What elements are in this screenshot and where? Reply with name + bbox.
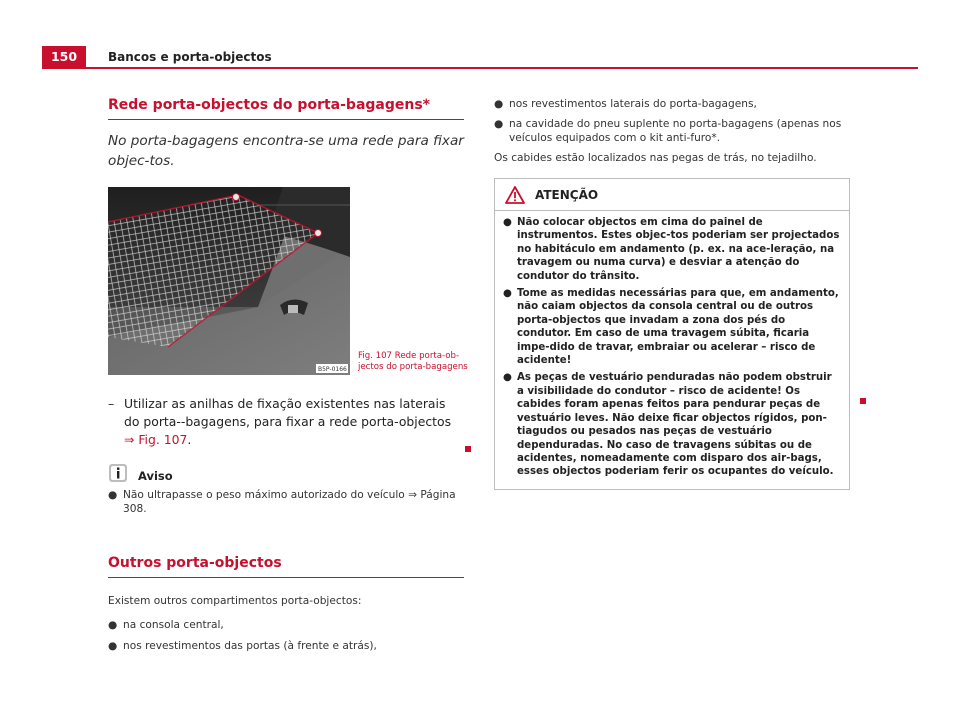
section-title-luggage-net: Rede porta-objectos do porta-bagagens*	[108, 97, 464, 120]
note-title: Aviso	[138, 469, 173, 483]
note-end-mark	[465, 446, 471, 452]
warning-end-mark	[860, 398, 866, 404]
luggage-net-photo	[108, 187, 350, 375]
bullet-dot: ●	[503, 372, 512, 384]
list-item	[108, 618, 464, 632]
bullet-dot: ●	[503, 217, 512, 228]
warning-title: ATENÇÃO	[535, 187, 599, 202]
bullet-dot: ●	[494, 118, 504, 130]
warning-triangle-icon	[505, 186, 525, 204]
list-item-text: na cavidade do pneu suplente no porta-bagagens (apenas nos veículos equipados com o kit anti-furo*.	[509, 118, 842, 144]
list-item	[494, 117, 850, 145]
list-item-text: nos revestimentos das portas (à frente e atrás),	[123, 640, 377, 652]
bullet-dot: ●	[503, 288, 512, 300]
warning-item-text: Tome as medidas necessárias para que, em andamento, não caiam objectos da consola central ou de outros porta-objectos que invadam a zona dos pés do condutor. Em caso de uma travagem súbita, ficaria impe-dido de travar, embraiar ou acelerar – risco de acidente!	[517, 288, 839, 367]
step-end: .	[187, 432, 192, 447]
figure-code: B5P-0166	[318, 366, 347, 373]
fig-107-link[interactable]: ⇒ Fig. 107	[124, 432, 188, 447]
warning-item	[503, 287, 841, 367]
right-column	[494, 97, 850, 490]
step-instruction	[108, 395, 464, 449]
info-note-icon	[108, 463, 128, 483]
warning-header	[495, 179, 849, 211]
warning-item-text: As peças de vestuário penduradas não podem obstruir a visibilidade do condutor – risco de acidente! Os cabides foram apenas feitos para pendurar peças de vestuário leves. Não deixe ficar objectos rígidos, pon-tiagudos ou pesados nas peças de vestuário dependuradas. No caso de travagens súbitas ou de acidentes, nomeadamente com disparo dos air-bags, esses objectos poderiam ferir os ocupantes do veículo.	[517, 372, 834, 478]
hangers-paragraph: Os cabides estão localizados nas pegas de trás, no tejadilho.	[494, 152, 817, 164]
section2-intro: Existem outros compartimentos porta-objectos:	[108, 595, 362, 607]
step-dash: –	[108, 396, 115, 411]
section-intro: No porta-bagagens encontra-se uma rede para fixar objec-tos.	[108, 133, 464, 169]
figure-caption: Fig. 107 Rede porta-ob-jectos do porta-bagagens	[358, 351, 468, 372]
warning-body	[495, 211, 849, 489]
figure-107	[108, 187, 468, 377]
step-text: Utilizar as anilhas de fixação existentes nas laterais do porta--bagagens, para fixar a rede porta-objectos	[124, 396, 452, 429]
bullet-dot: ●	[108, 619, 118, 631]
header-rule	[42, 67, 918, 69]
warning-item-text: Não colocar objectos em cima do painel de instrumentos. Estes objec-tos poderiam ser projectados no habitáculo em andamento (p. ex. na ace-leração, na travagem ou numa curva) e desviar a atenção do condutor do trânsito.	[517, 217, 840, 282]
bullet-dot: ●	[108, 640, 118, 652]
warning-item	[503, 371, 841, 478]
left-column	[108, 97, 468, 660]
note-item-text: Não ultrapasse o peso máximo autorizado do veículo ⇒ Página 308.	[123, 489, 456, 515]
bullet-dot: ●	[494, 98, 504, 110]
list-item-text: nos revestimentos laterais do porta-bagagens,	[509, 98, 757, 110]
note-item	[108, 488, 464, 516]
compartments-list	[108, 618, 464, 653]
bullet-dot: ●	[108, 489, 118, 501]
note-header	[108, 463, 464, 483]
section-title-other-compartments: Outros porta-objectos	[108, 555, 464, 578]
list-item	[494, 97, 850, 111]
running-title: Bancos e porta-objectos	[108, 50, 272, 64]
warning-item	[503, 216, 841, 283]
list-item	[108, 639, 464, 653]
page-number-badge: 150	[42, 46, 86, 68]
warning-box	[494, 178, 850, 490]
list-item-text: na consola central,	[123, 619, 224, 631]
